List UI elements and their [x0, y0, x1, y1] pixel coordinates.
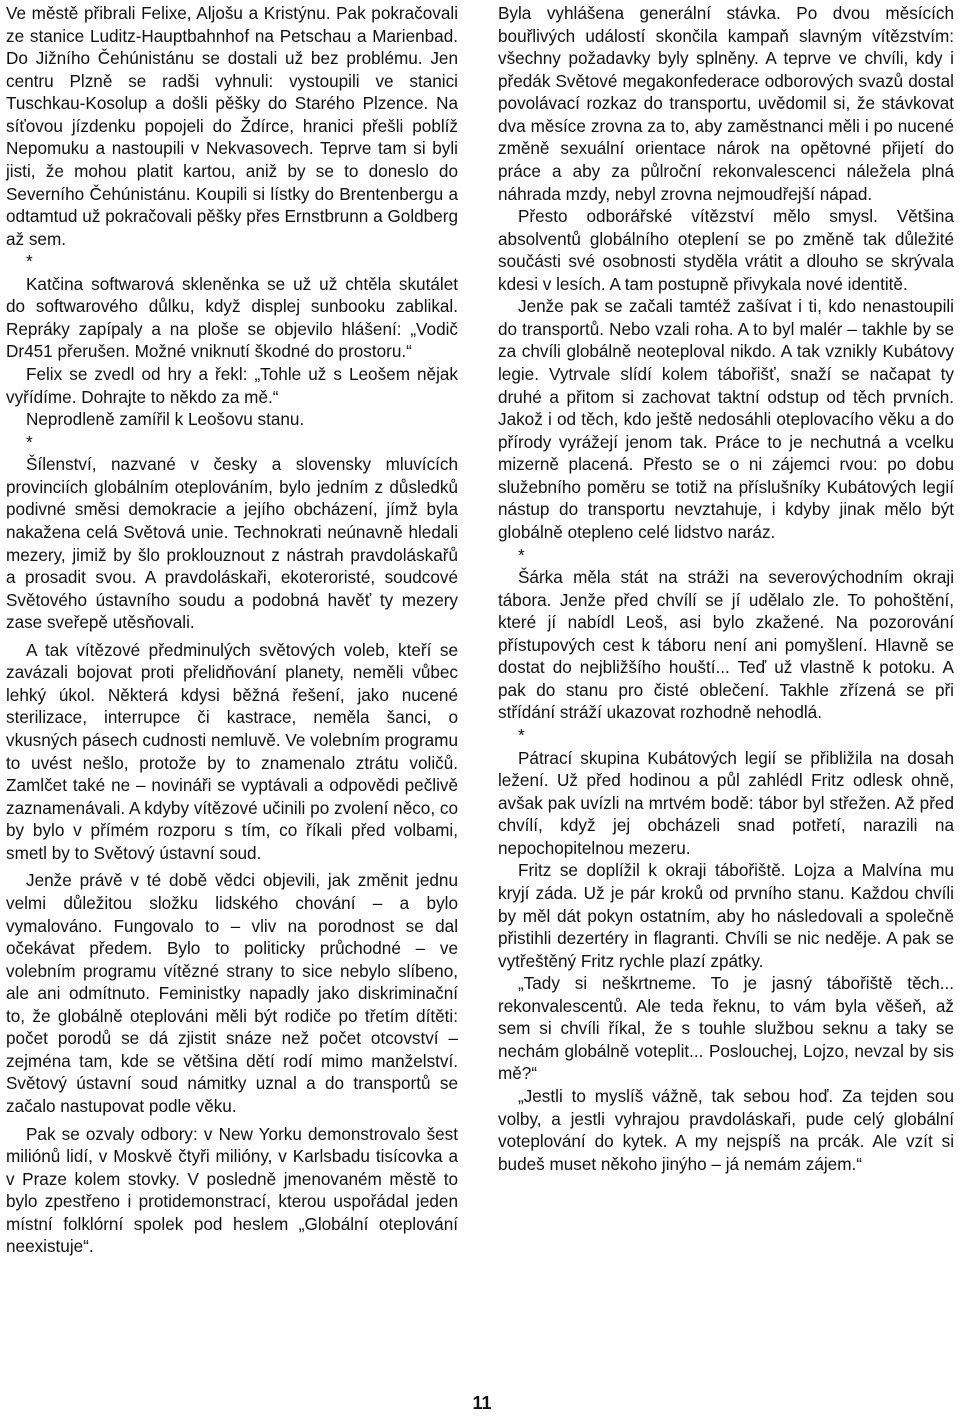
paragraph: Jenže právě v té době vědci objevili, jak změnit jednu velmi důležitou složku lidského chování – a bylo vymalováno. Fungovalo to – vliv na porodnost se dal očekávat předem. Bylo to politicky průchodné – ve volebním programu vítězné strany to sice nebylo slíbeno, ale ani odmítnuto. Feministky napadly jako diskriminační to, že globálně oteplováni měli být rodiče po třetím dítěti: počet porodů se dá zjistit snáze než počet otcovství – zejména tam, kde se většina dětí rodí mimo manželství. Světový ústavní soud námitky uznal a do transportů se začalo nastupovat podle věku. — [6, 870, 458, 1116]
paragraph: Šárka měla stát na stráži na severovýchodním okraji tábora. Jenže před chvílí se jí udělalo zle. To pohoštění, které jí nabídl Leoš, asi bylo zkažené. Na pozorování přístupových cest k táboru není ani pomyšlení. Hlavně se dostat do nejbližšího houští... Teď už vlastně k potoku. A pak do stanu pro čisté oblečení. Takhle zřízená se při střídání stráží ukazovat rozhodně nehodlá. — [498, 567, 954, 723]
paragraph: Šílenství, nazvané v česky a slovensky mluvících provinciích globálním oteplováním, bylo jedním z důsledků podivné směsi demokracie a jejího obcházení, jímž byla nakažena celá Světová unie. Technokrati neúnavně hledali mezery, jimiž by šlo proklouznout z nástrah pravdoláskařů a prosadit svou. A pravdoláskaři, ekoteroristé, soudcové Světového ústavního soudu a podobná havěť ty mezery zase sveřepě utěsňovali. — [6, 454, 458, 633]
paragraph: Katčina softwarová skleněnka se už už chtěla skutálet do softwarového důlku, když displej sunbooku zablikal. Repráky zapípaly a na ploše se objevilo hlášení: „Vodič Dr451 přerušen. Možné vniknutí škodné do prostoru.“ — [6, 273, 458, 362]
paragraph: Pátrací skupina Kubátových legií se přibližila na dosah ležení. Už před hodinou a půl zahlédl Fritz odlesk ohně, avšak pak uvízli na mrtvém bodě: tábor byl střežen. Až před chvílí, když jej obcházeli snad potřetí, narazili na nepochopitelnou mezeru. — [498, 747, 954, 858]
paragraph: Byla vyhlášena generální stávka. Po dvou měsících bouřlivých událostí skončila kampaň slavným vítězstvím: všechny požadavky byly splněny. A teprve ve chvíli, kdy i předák Světové megakonfederace odborových svazů dostal povolávací rozkaz do transportu, uvědomil si, že stávkovat dva měsíce zrovna za to, aby zaměstnanci měli i po nucené změně sexuální orientace nárok na opětovné přijetí do práce a aby za půlroční rekonvalescenci náležela plná náhrada mzdy, nebyl zrovna nejmoudřejší nápad. — [498, 3, 954, 204]
paragraph: Jenže pak se začali tamtéž zašívat i ti, kdo nenastoupili do transportů. Nebo vzali roha. A to byl malér – takhle by se za chvíli globálně neoteploval nikdo. A tak vznikly Kubátovy legie. Vytrvale slídí kolem tábořišť, snaží se načapat ty druhé a přitom si zachovat taktní odstup od těch prvních. Jakož i od těch, kdo ještě nedosáhli oteplovacího věku a do přírody vyrážejí jenom tak. Práce to je nechutná a vcelku mizerně placená. Přesto se o ni zájemci rvou: po dobu služebního poměru se totiž na příslušníky Kubátových legií nástup do transportu nevztahuje, i kdyby jinak mělo být globálně otepleno celé lidstvo naráz. — [498, 296, 954, 542]
paragraph: A tak vítězové předminulých světových voleb, kteří se zavázali bojovat proti přelidňování planety, neměli vůbec lehký úkol. Některá kdysi běžná řešení, jako nucené sterilizace, interrupce či kastrace, neměla šanci, o vkusných pásech cudnosti nemluvě. Ve volebním programu to uvést nešlo, protože by to znamenalo ztrátu voličů. Zamlčet také ne – novináři se vyptávali a odpovědi pečlivě zaznamenávali. A kdyby vítězové učinili po zvolení něco, co by bylo v přímém rozporu s tím, co říkali před volbami, smetl by to Světový ústavní soud. — [6, 639, 458, 863]
right-text-column — [498, 2, 954, 1175]
section-separator: * — [518, 725, 525, 745]
section-separator: * — [518, 544, 525, 565]
paragraph: Pak se ozvaly odbory: v New Yorku demonstrovalo šest miliónů lidí, v Moskvě čtyři milióny, v Karlsbadu tisícovka a v Praze kolem stovky. V posledně jmenovaném městě to bylo zpestřeno i protidemonstrací, kterou uspořádal jeden místní folklórní spolek pod heslem „Globální oteplování neexistuje“. — [6, 1123, 458, 1257]
section-separator: * — [26, 431, 33, 452]
paragraph: Fritz se doplížil k okraji tábořiště. Lojza a Malvína mu kryjí záda. Už je pár kroků od prvního stanu. Každou chvíli by měl dát pokyn ostatním, aby ho následovali a společně přistihli dezertéry in flagranti. Chvíli se nic neděje. A pak se vytřeštěný Fritz rychle plazí zpátky. — [498, 860, 954, 971]
section-separator: * — [26, 251, 33, 272]
page-number: 11 — [472, 1393, 492, 1413]
paragraph: „Tady si neškrtneme. To je jasný tábořiště těch... rekonvalescentů. Ale teda řeknu, to vám byla věšeň, až sem si chvíli říkal, že s touhle službou seknu a taky se nechám globálně voteplit... Posloucheј, Lojzo, nevzal by sis mě?“ — [498, 973, 954, 1084]
left-text-column — [6, 2, 458, 1258]
paragraph: Ve městě přibrali Felixe, Aljošu a Kristýnu. Pak pokračovali ze stanice Luditz-Hauptbahnhof na Petschau a Marienbad. Do Jižního Čehúnistánu se dostali už bez problému. Jen centru Plzně se radši vyhnuli: vystoupili ve stanici Tuschkau-Kosolup a došli pěšky do Starého Plzence. Na síťovou jízdenku popojeli do Ždírce, hranici přešli poblíž Nepomuku a nastoupili v Nekvasovech. Teprve tam si byli jisti, že mohou platit kartou, aniž by se to doneslo do Severního Čehúnistánu. Koupili si lístky do Brentenbergu a odtamtud už pokračovali pěšky přes Ernstbrunn a Goldberg až sem. — [6, 3, 458, 249]
paragraph: Felix se zvedl od hry a řekl: „Tohle už s Leošem nějak vyřídíme. Dohrajte to někdo za mě.“ — [6, 364, 458, 407]
paragraph: Přesto odborářské vítězství mělo smysl. Většina absolventů globálního oteplení se po změně tak důležité součásti své osobnosti styděla vrátit a dlouho se skrývala kdesi v lesích. A tam postupně přivykala nové identitě. — [498, 206, 954, 294]
paragraph: „Jestli to myslíš vážně, tak sebou hoď. Za tejden sou volby, a jestli vyhrajou pravdoláskaři, pude celý globální voteplování do kytek. A my nejspíš na prcák. Ale vzít si budeš muset někoho jinýho – já nemám zájem.“ — [498, 1086, 954, 1174]
paragraph: Neprodleně zamířil k Leošovu stanu. — [26, 409, 305, 430]
